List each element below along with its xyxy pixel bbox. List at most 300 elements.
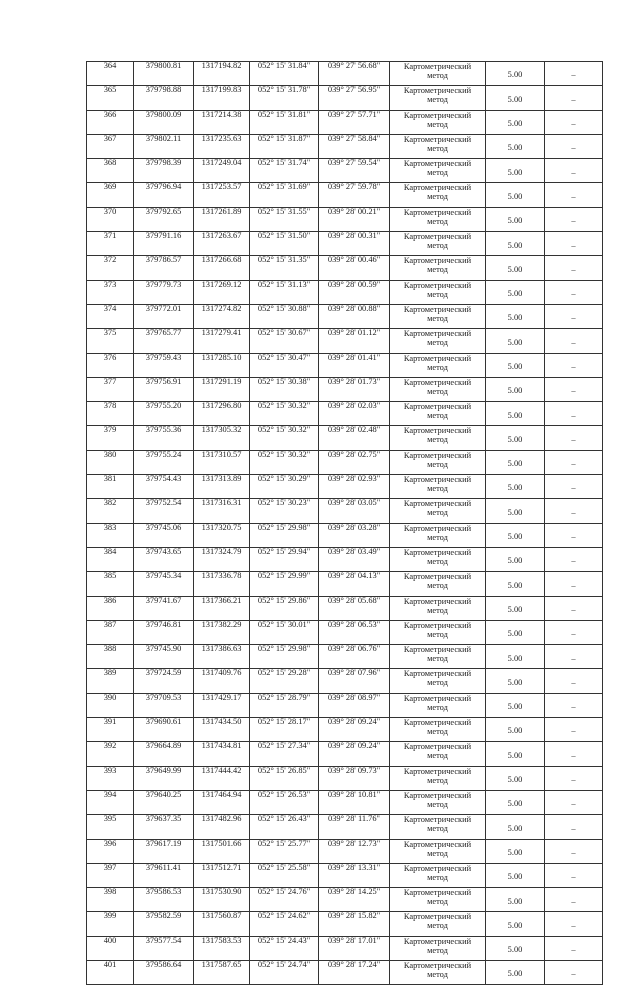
method-line1: Картометрический — [403, 450, 472, 460]
method-line1: Картометрический — [403, 863, 472, 873]
method-cell — [390, 596, 486, 620]
longitude-cell: 039° 28' 02.48" — [319, 426, 390, 450]
longitude-cell: 039° 28' 03.49" — [319, 547, 390, 571]
point-number-cell: 373 — [87, 280, 134, 304]
method-line1: Картометрический — [403, 766, 472, 776]
coord-x-cell: 379798.88 — [134, 86, 194, 110]
method-line2: метод — [427, 241, 448, 251]
coord-y-cell: 1317296.80 — [194, 402, 250, 426]
coord-x-cell: 379756.91 — [134, 377, 194, 401]
coord-x-cell: 379752.54 — [134, 499, 194, 523]
accuracy-cell: 5.00 — [486, 499, 545, 523]
method-line1: Картометрический — [403, 960, 472, 970]
method-cell — [390, 912, 486, 936]
method-cell — [390, 499, 486, 523]
coord-x-cell: 379664.89 — [134, 742, 194, 766]
coord-y-cell: 1317261.89 — [194, 207, 250, 231]
longitude-cell: 039° 28' 14.25" — [319, 888, 390, 912]
point-number-cell: 387 — [87, 620, 134, 644]
accuracy-cell: 5.00 — [486, 183, 545, 207]
table-row — [87, 596, 603, 620]
method-cell — [390, 183, 486, 207]
table-row — [87, 766, 603, 790]
coord-x-cell: 379800.09 — [134, 110, 194, 134]
method-line1: Картометрический — [403, 134, 472, 144]
latitude-cell: 052° 15' 28.79" — [250, 693, 319, 717]
method-line1: Картометрический — [403, 183, 472, 193]
method-line2: метод — [427, 289, 448, 299]
method-cell — [390, 329, 486, 353]
table-row — [87, 645, 603, 669]
accuracy-cell: 5.00 — [486, 718, 545, 742]
point-number-cell: 370 — [87, 207, 134, 231]
method-cell — [390, 693, 486, 717]
note-cell: – — [545, 134, 603, 158]
latitude-cell: 052° 15' 26.53" — [250, 790, 319, 814]
note-cell: – — [545, 329, 603, 353]
coord-x-cell: 379786.57 — [134, 256, 194, 280]
note-cell: – — [545, 645, 603, 669]
coord-y-cell: 1317263.67 — [194, 232, 250, 256]
longitude-cell: 039° 28' 00.88" — [319, 304, 390, 328]
point-number-cell: 372 — [87, 256, 134, 280]
note-cell: – — [545, 256, 603, 280]
longitude-cell: 039° 28' 00.31" — [319, 232, 390, 256]
method-cell — [390, 815, 486, 839]
longitude-cell: 039° 28' 13.31" — [319, 863, 390, 887]
method-line2: метод — [427, 313, 448, 323]
accuracy-cell: 5.00 — [486, 353, 545, 377]
accuracy-cell: 5.00 — [486, 86, 545, 110]
latitude-cell: 052° 15' 26.43" — [250, 815, 319, 839]
method-line1: Картометрический — [403, 426, 472, 436]
method-line1: Картометрический — [403, 912, 472, 922]
method-line2: метод — [427, 532, 448, 542]
latitude-cell: 052° 15' 26.85" — [250, 766, 319, 790]
accuracy-cell: 5.00 — [486, 888, 545, 912]
accuracy-cell: 5.00 — [486, 232, 545, 256]
accuracy-cell: 5.00 — [486, 329, 545, 353]
accuracy-cell: 5.00 — [486, 790, 545, 814]
table-row — [87, 839, 603, 863]
coord-y-cell: 1317214.38 — [194, 110, 250, 134]
accuracy-cell: 5.00 — [486, 62, 545, 86]
coord-x-cell: 379792.65 — [134, 207, 194, 231]
latitude-cell: 052° 15' 30.32" — [250, 426, 319, 450]
method-cell — [390, 426, 486, 450]
method-line1: Картометрический — [403, 693, 472, 703]
method-line1: Картометрический — [403, 499, 472, 509]
table-row — [87, 450, 603, 474]
latitude-cell: 052° 15' 29.98" — [250, 645, 319, 669]
coord-y-cell: 1317316.31 — [194, 499, 250, 523]
method-line2: метод — [427, 216, 448, 226]
method-line1: Картометрический — [403, 888, 472, 898]
latitude-cell: 052° 15' 29.94" — [250, 547, 319, 571]
accuracy-cell: 5.00 — [486, 766, 545, 790]
note-cell: – — [545, 839, 603, 863]
point-number-cell: 381 — [87, 475, 134, 499]
note-cell: – — [545, 766, 603, 790]
point-number-cell: 389 — [87, 669, 134, 693]
coord-x-cell: 379745.06 — [134, 523, 194, 547]
point-number-cell: 380 — [87, 450, 134, 474]
accuracy-cell: 5.00 — [486, 669, 545, 693]
method-line2: метод — [427, 143, 448, 153]
method-cell — [390, 110, 486, 134]
table-row — [87, 669, 603, 693]
method-line1: Картометрический — [403, 62, 472, 71]
table-row — [87, 304, 603, 328]
method-cell — [390, 523, 486, 547]
coord-x-cell: 379611.41 — [134, 863, 194, 887]
coord-y-cell: 1317434.50 — [194, 718, 250, 742]
method-line2: метод — [427, 581, 448, 591]
coord-x-cell: 379617.19 — [134, 839, 194, 863]
note-cell: – — [545, 863, 603, 887]
point-number-cell: 368 — [87, 159, 134, 183]
method-cell — [390, 790, 486, 814]
method-line2: метод — [427, 411, 448, 421]
method-line2: метод — [427, 678, 448, 688]
method-cell — [390, 134, 486, 158]
point-number-cell: 382 — [87, 499, 134, 523]
latitude-cell: 052° 15' 30.32" — [250, 450, 319, 474]
coord-x-cell: 379755.24 — [134, 450, 194, 474]
point-number-cell: 398 — [87, 888, 134, 912]
table-row — [87, 329, 603, 353]
method-cell — [390, 572, 486, 596]
longitude-cell: 039° 28' 10.81" — [319, 790, 390, 814]
method-cell — [390, 159, 486, 183]
note-cell: – — [545, 402, 603, 426]
table-row — [87, 159, 603, 183]
coord-x-cell: 379802.11 — [134, 134, 194, 158]
method-line2: метод — [427, 605, 448, 615]
method-line1: Картометрический — [403, 742, 472, 752]
coord-x-cell: 379640.25 — [134, 790, 194, 814]
table-row — [87, 960, 603, 984]
longitude-cell: 039° 27' 56.95" — [319, 86, 390, 110]
latitude-cell: 052° 15' 31.81" — [250, 110, 319, 134]
point-number-cell: 399 — [87, 912, 134, 936]
table-row — [87, 134, 603, 158]
longitude-cell: 039° 28' 00.46" — [319, 256, 390, 280]
latitude-cell: 052° 15' 30.47" — [250, 353, 319, 377]
method-line1: Картометрический — [403, 475, 472, 485]
method-cell — [390, 256, 486, 280]
method-line2: метод — [427, 71, 448, 80]
table-row — [87, 475, 603, 499]
table-row — [87, 912, 603, 936]
table-row — [87, 62, 603, 86]
note-cell: – — [545, 183, 603, 207]
coord-y-cell: 1317313.89 — [194, 475, 250, 499]
table-row — [87, 353, 603, 377]
longitude-cell: 039° 28' 06.76" — [319, 645, 390, 669]
note-cell: – — [545, 888, 603, 912]
note-cell: – — [545, 960, 603, 984]
latitude-cell: 052° 15' 28.17" — [250, 718, 319, 742]
accuracy-cell: 5.00 — [486, 110, 545, 134]
method-cell — [390, 86, 486, 110]
longitude-cell: 039° 28' 01.12" — [319, 329, 390, 353]
coord-y-cell: 1317560.87 — [194, 912, 250, 936]
coord-y-cell: 1317253.57 — [194, 183, 250, 207]
note-cell: – — [545, 669, 603, 693]
longitude-cell: 039° 28' 11.76" — [319, 815, 390, 839]
method-line1: Картометрический — [403, 523, 472, 533]
point-number-cell: 400 — [87, 936, 134, 960]
note-cell: – — [545, 912, 603, 936]
method-line2: метод — [427, 119, 448, 129]
note-cell: – — [545, 790, 603, 814]
coord-y-cell: 1317429.17 — [194, 693, 250, 717]
coord-x-cell: 379709.53 — [134, 693, 194, 717]
method-line2: метод — [427, 945, 448, 955]
accuracy-cell: 5.00 — [486, 742, 545, 766]
table-row — [87, 183, 603, 207]
table-row — [87, 110, 603, 134]
longitude-cell: 039° 28' 05.68" — [319, 596, 390, 620]
method-cell — [390, 766, 486, 790]
latitude-cell: 052° 15' 24.43" — [250, 936, 319, 960]
note-cell: – — [545, 718, 603, 742]
point-number-cell: 364 — [87, 62, 134, 86]
method-line1: Картометрический — [403, 669, 472, 679]
coord-x-cell: 379743.65 — [134, 547, 194, 571]
table-row — [87, 499, 603, 523]
longitude-cell: 039° 27' 56.68" — [319, 62, 390, 86]
table-row — [87, 377, 603, 401]
method-line2: метод — [427, 192, 448, 202]
table-row — [87, 936, 603, 960]
note-cell: – — [545, 693, 603, 717]
method-line1: Картометрический — [403, 645, 472, 655]
table-row — [87, 402, 603, 426]
coord-x-cell: 379577.54 — [134, 936, 194, 960]
table-row — [87, 256, 603, 280]
method-cell — [390, 450, 486, 474]
point-number-cell: 379 — [87, 426, 134, 450]
table-row — [87, 815, 603, 839]
longitude-cell: 039° 28' 03.28" — [319, 523, 390, 547]
coord-x-cell: 379649.99 — [134, 766, 194, 790]
method-line1: Картометрический — [403, 839, 472, 849]
longitude-cell: 039° 28' 01.73" — [319, 377, 390, 401]
point-number-cell: 369 — [87, 183, 134, 207]
method-line1: Картометрический — [403, 402, 472, 412]
method-line2: метод — [427, 629, 448, 639]
coord-x-cell: 379800.81 — [134, 62, 194, 86]
point-number-cell: 390 — [87, 693, 134, 717]
method-line1: Картометрический — [403, 280, 472, 290]
accuracy-cell: 5.00 — [486, 547, 545, 571]
method-line2: метод — [427, 265, 448, 275]
coord-y-cell: 1317266.68 — [194, 256, 250, 280]
latitude-cell: 052° 15' 30.01" — [250, 620, 319, 644]
note-cell: – — [545, 523, 603, 547]
point-number-cell: 366 — [87, 110, 134, 134]
method-cell — [390, 960, 486, 984]
note-cell: – — [545, 499, 603, 523]
coord-x-cell: 379755.20 — [134, 402, 194, 426]
method-line2: метод — [427, 556, 448, 566]
coord-x-cell: 379741.67 — [134, 596, 194, 620]
accuracy-cell: 5.00 — [486, 523, 545, 547]
longitude-cell: 039° 28' 15.82" — [319, 912, 390, 936]
coord-y-cell: 1317464.94 — [194, 790, 250, 814]
accuracy-cell: 5.00 — [486, 426, 545, 450]
table-row — [87, 572, 603, 596]
latitude-cell: 052° 15' 24.62" — [250, 912, 319, 936]
point-number-cell: 392 — [87, 742, 134, 766]
latitude-cell: 052° 15' 31.74" — [250, 159, 319, 183]
method-cell — [390, 304, 486, 328]
coord-y-cell: 1317434.81 — [194, 742, 250, 766]
latitude-cell: 052° 15' 31.78" — [250, 86, 319, 110]
table-row — [87, 426, 603, 450]
coord-x-cell: 379746.81 — [134, 620, 194, 644]
table-row — [87, 693, 603, 717]
note-cell: – — [545, 377, 603, 401]
method-line1: Картометрический — [403, 547, 472, 557]
method-line2: метод — [427, 654, 448, 664]
method-line2: метод — [427, 459, 448, 469]
point-number-cell: 397 — [87, 863, 134, 887]
coord-x-cell: 379798.39 — [134, 159, 194, 183]
coord-y-cell: 1317320.75 — [194, 523, 250, 547]
table-row — [87, 790, 603, 814]
method-cell — [390, 718, 486, 742]
method-line1: Картометрический — [403, 329, 472, 339]
longitude-cell: 039° 28' 08.97" — [319, 693, 390, 717]
method-line1: Картометрический — [403, 304, 472, 314]
method-cell — [390, 475, 486, 499]
table-row — [87, 523, 603, 547]
coord-y-cell: 1317324.79 — [194, 547, 250, 571]
method-cell — [390, 232, 486, 256]
table-row — [87, 863, 603, 887]
accuracy-cell: 5.00 — [486, 377, 545, 401]
note-cell: – — [545, 62, 603, 86]
point-number-cell: 384 — [87, 547, 134, 571]
method-line1: Картометрический — [403, 790, 472, 800]
method-line1: Картометрический — [403, 353, 472, 363]
method-line1: Картометрический — [403, 815, 472, 825]
method-line2: метод — [427, 897, 448, 907]
coord-x-cell: 379586.53 — [134, 888, 194, 912]
latitude-cell: 052° 15' 29.98" — [250, 523, 319, 547]
accuracy-cell: 5.00 — [486, 159, 545, 183]
accuracy-cell: 5.00 — [486, 693, 545, 717]
latitude-cell: 052° 15' 30.32" — [250, 402, 319, 426]
accuracy-cell: 5.00 — [486, 134, 545, 158]
note-cell: – — [545, 110, 603, 134]
coord-x-cell: 379690.61 — [134, 718, 194, 742]
method-cell — [390, 402, 486, 426]
note-cell: – — [545, 620, 603, 644]
method-cell — [390, 620, 486, 644]
table-row — [87, 620, 603, 644]
note-cell: – — [545, 159, 603, 183]
latitude-cell: 052° 15' 30.67" — [250, 329, 319, 353]
coord-y-cell: 1317291.19 — [194, 377, 250, 401]
method-line2: метод — [427, 824, 448, 834]
coord-x-cell: 379772.01 — [134, 304, 194, 328]
longitude-cell: 039° 27' 58.84" — [319, 134, 390, 158]
longitude-cell: 039° 28' 00.21" — [319, 207, 390, 231]
longitude-cell: 039° 27' 59.78" — [319, 183, 390, 207]
method-line1: Картометрический — [403, 159, 472, 169]
accuracy-cell: 5.00 — [486, 207, 545, 231]
note-cell: – — [545, 450, 603, 474]
coord-y-cell: 1317274.82 — [194, 304, 250, 328]
method-line1: Картометрический — [403, 110, 472, 120]
accuracy-cell: 5.00 — [486, 839, 545, 863]
note-cell: – — [545, 936, 603, 960]
point-number-cell: 377 — [87, 377, 134, 401]
method-cell — [390, 863, 486, 887]
longitude-cell: 039° 28' 06.53" — [319, 620, 390, 644]
latitude-cell: 052° 15' 25.77" — [250, 839, 319, 863]
latitude-cell: 052° 15' 29.86" — [250, 596, 319, 620]
note-cell: – — [545, 304, 603, 328]
coord-x-cell: 379755.36 — [134, 426, 194, 450]
method-line2: метод — [427, 338, 448, 348]
method-line2: метод — [427, 702, 448, 712]
latitude-cell: 052° 15' 30.23" — [250, 499, 319, 523]
note-cell: – — [545, 475, 603, 499]
method-line2: метод — [427, 921, 448, 931]
coord-x-cell: 379745.34 — [134, 572, 194, 596]
method-cell — [390, 62, 486, 86]
point-number-cell: 396 — [87, 839, 134, 863]
method-line2: метод — [427, 848, 448, 858]
table-row — [87, 547, 603, 571]
method-line2: метод — [427, 362, 448, 372]
method-cell — [390, 353, 486, 377]
coord-y-cell: 1317194.82 — [194, 62, 250, 86]
note-cell: – — [545, 207, 603, 231]
accuracy-cell: 5.00 — [486, 960, 545, 984]
point-number-cell: 367 — [87, 134, 134, 158]
latitude-cell: 052° 15' 29.28" — [250, 669, 319, 693]
accuracy-cell: 5.00 — [486, 596, 545, 620]
point-number-cell: 395 — [87, 815, 134, 839]
coordinates-table — [86, 61, 603, 985]
point-number-cell: 393 — [87, 766, 134, 790]
coord-x-cell: 379745.90 — [134, 645, 194, 669]
note-cell: – — [545, 742, 603, 766]
method-line1: Картометрический — [403, 572, 472, 582]
point-number-cell: 391 — [87, 718, 134, 742]
latitude-cell: 052° 15' 25.58" — [250, 863, 319, 887]
coord-y-cell: 1317583.53 — [194, 936, 250, 960]
method-line1: Картометрический — [403, 377, 472, 387]
method-cell — [390, 207, 486, 231]
accuracy-cell: 5.00 — [486, 863, 545, 887]
coord-x-cell: 379637.35 — [134, 815, 194, 839]
latitude-cell: 052° 15' 24.76" — [250, 888, 319, 912]
note-cell: – — [545, 232, 603, 256]
coord-y-cell: 1317409.76 — [194, 669, 250, 693]
latitude-cell: 052° 15' 30.29" — [250, 475, 319, 499]
latitude-cell: 052° 15' 24.74" — [250, 960, 319, 984]
table-row — [87, 232, 603, 256]
method-line2: метод — [427, 95, 448, 105]
latitude-cell: 052° 15' 30.88" — [250, 304, 319, 328]
